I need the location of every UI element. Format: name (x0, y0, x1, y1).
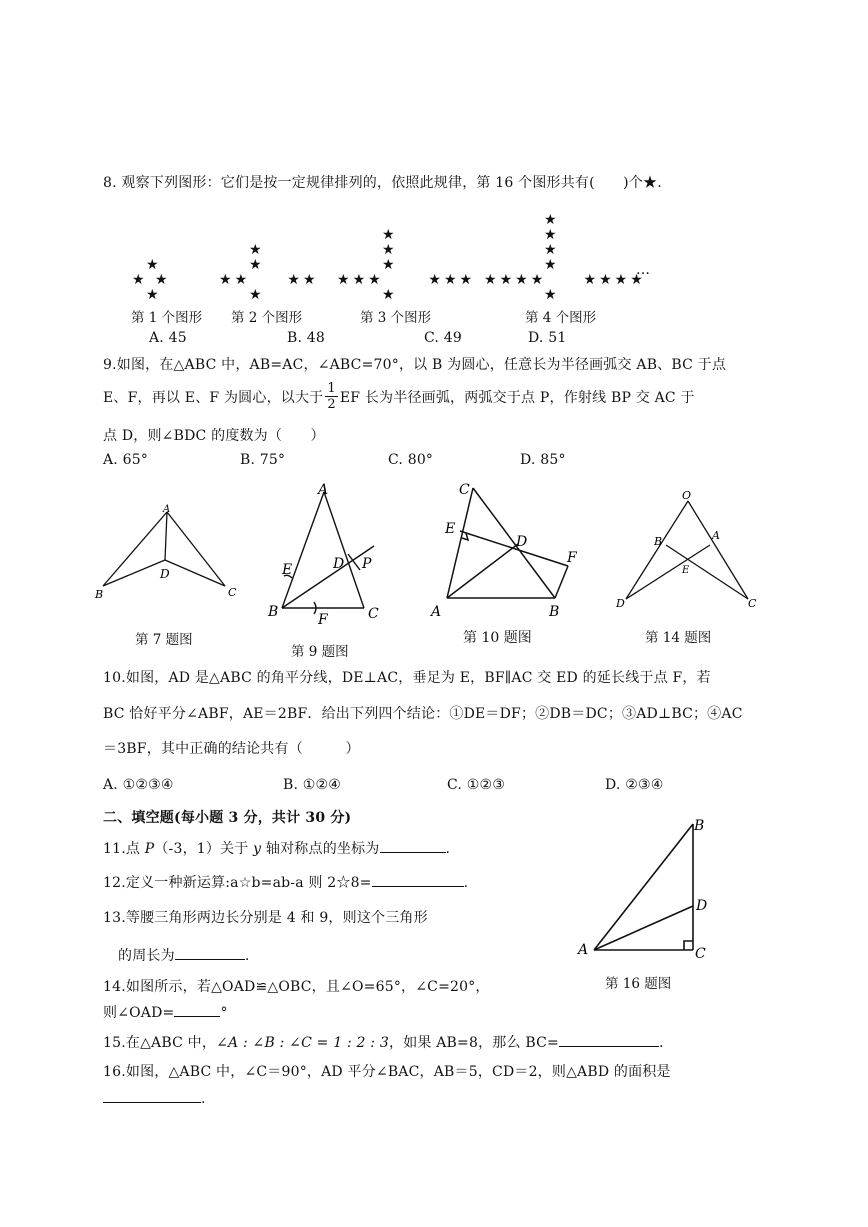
fig7-label-a: A (163, 504, 171, 515)
q9-option-d: D. 85° (520, 452, 566, 468)
fig3-star-row: ★★★ ★★★ (337, 272, 476, 288)
q12-answer-blank[interactable] (372, 872, 464, 887)
section-2-title: 二、填空题(每小题 3 分，共计 30 分) (103, 810, 352, 826)
fig2-star-row: ★★ ★★ (219, 272, 319, 288)
figure-7 (95, 500, 245, 605)
fig16-label-d: D (696, 898, 708, 914)
q8-text: 8. 观察下列图形：它们是按一定规律排列的，依照此规律，第 16 个图形共有( )个★. (103, 175, 662, 191)
q9-option-c: C. 80° (388, 452, 434, 468)
fig9-label-f: F (318, 612, 328, 628)
q14-line2: 则∠OAD= ° (103, 1002, 228, 1022)
fig9-label-p: P (362, 556, 372, 572)
fig4-star: ★ (544, 257, 560, 273)
fig4-star: ★ (544, 227, 560, 243)
q14-line1: 14.如图所示，若△OAD≌△OBC，且∠O=65°，∠C=20°， (103, 979, 490, 995)
fig9-label-e: E (282, 562, 293, 578)
fig9-label-d: D (333, 556, 345, 572)
q15: 15.在△ABC 中，∠A : ∠B : ∠C = 1 : 2 : 3，如果 AB=8，那么 BC= . (103, 1032, 664, 1052)
q13-line2: 的周长为 . (118, 945, 249, 965)
q10-option-a: A. ①②③④ (103, 777, 174, 793)
fig1-caption: 第 1 个图形 (131, 310, 203, 326)
fig10-label-f: F (567, 550, 577, 566)
q11: 11.点 P（-3，1）关于 y 轴对称点的坐标为 . (103, 838, 450, 858)
fig1-star-row: ★ ★ (132, 272, 171, 288)
fig14-label-b: B (654, 535, 663, 548)
fig4-caption: 第 4 个图形 (525, 310, 597, 326)
q9-line1: 9.如图，在△ABC 中，AB=AC，∠ABC=70°，以 B 为圆心，任意长为半径画弧交 AB、BC 于点 (103, 357, 727, 373)
fig1-star: ★ (146, 257, 162, 273)
q8-option-a: A. 45 (149, 330, 187, 346)
fig14-label-a: A (712, 529, 720, 542)
fig4-star: ★ (544, 242, 560, 258)
q10-line3: ＝3BF，其中正确的结论共有（ ） (103, 741, 360, 757)
q10-option-b: B. ①②④ (283, 777, 342, 793)
fig10-label-e: E (445, 521, 456, 537)
q9-line3: 点 D，则∠BDC 的度数为（ ） (103, 428, 325, 444)
q10-line2: BC 恰好平分∠ABF，AE＝2BF．给出下列四个结论：①DE＝DF；②DB＝DC；③AD⊥BC；④AC (103, 706, 743, 722)
fig10-label-c: C (459, 482, 470, 498)
q16-answer-blank[interactable] (103, 1088, 201, 1103)
fig14-caption: 第 14 题图 (645, 630, 712, 646)
q11-answer-blank[interactable] (380, 838, 446, 853)
figure-16 (572, 812, 722, 967)
fig3-star: ★ (382, 287, 398, 303)
q16-line2: . (103, 1088, 206, 1107)
ellipsis: … (636, 262, 650, 278)
fig2-star: ★ (249, 287, 265, 303)
fig7-label-c: C (228, 586, 237, 599)
fig9-caption: 第 9 题图 (291, 644, 349, 660)
figure-9 (262, 478, 387, 628)
q16-line1: 16.如图，△ABC 中，∠C＝90°，AD 平分∠BAC，AB＝5，CD＝2，则△ABD 的面积是 (103, 1064, 671, 1080)
fig7-label-b: B (95, 588, 104, 601)
fig14-label-e: E (682, 565, 690, 576)
fig3-star: ★ (382, 257, 398, 273)
fig4-star-row: ★★★★ ★★★★ (484, 272, 646, 288)
q14-answer-blank[interactable] (174, 1002, 220, 1017)
fig14-label-c: C (748, 597, 757, 610)
fig16-label-b: B (694, 818, 705, 834)
fig10-label-d: D (516, 534, 528, 550)
fig2-star: ★ (249, 257, 265, 273)
fig7-label-d: D (160, 567, 170, 581)
q8-option-b: B. 48 (287, 330, 326, 346)
fraction-one-half: $\frac{1}{2}$ (327, 381, 336, 412)
fig16-caption: 第 16 题图 (605, 976, 672, 992)
fig9-label-c: C (368, 606, 379, 622)
q9-line2: E、F，再以 E、F 为圆心，以大于 $\frac{1}{2}$ EF 长为半径画弧，两弧交于点 P，作射线 BP 交 AC 于 (103, 381, 695, 412)
fig10-label-b: B (549, 604, 560, 620)
q13-answer-blank[interactable] (175, 945, 245, 960)
fig9-label-a: A (318, 482, 329, 498)
fig3-star: ★ (382, 227, 398, 243)
fig3-caption: 第 3 个图形 (360, 310, 432, 326)
q12: 12.定义一种新运算:a☆b=ab-a 则 2☆8= . (103, 872, 468, 892)
fig16-label-c: C (695, 946, 706, 962)
fig14-label-d: D (616, 597, 625, 610)
fig14-label-o: O (682, 489, 692, 502)
fig4-star: ★ (544, 212, 560, 228)
fig16-label-a: A (578, 942, 589, 958)
q13-line1: 13.等腰三角形两边长分别是 4 和 9，则这个三角形 (103, 910, 428, 926)
q15-answer-blank[interactable] (559, 1032, 659, 1047)
fig1-star: ★ (146, 287, 162, 303)
q8-option-c: C. 49 (424, 330, 462, 346)
q10-option-d: D. ②③④ (605, 777, 664, 793)
q10-option-c: C. ①②③ (447, 777, 505, 793)
figure-14 (612, 487, 762, 612)
q8-option-d: D. 51 (528, 330, 567, 346)
fig7-caption: 第 7 题图 (135, 632, 193, 648)
figure-10 (425, 478, 590, 623)
q9-option-b: B. 75° (240, 452, 286, 468)
fig10-caption: 第 10 题图 (463, 630, 532, 646)
q9-option-a: A. 65° (103, 452, 149, 468)
fig2-caption: 第 2 个图形 (231, 310, 303, 326)
fig10-label-a: A (431, 604, 442, 620)
fig2-star: ★ (249, 242, 265, 258)
fig4-star: ★ (544, 287, 560, 303)
q10-line1: 10.如图，AD 是△ABC 的角平分线，DE⊥AC，垂足为 E，BF∥AC 交 ED 的延长线于点 F，若 (103, 670, 711, 686)
fig9-label-b: B (268, 604, 279, 620)
fig3-star: ★ (382, 242, 398, 258)
